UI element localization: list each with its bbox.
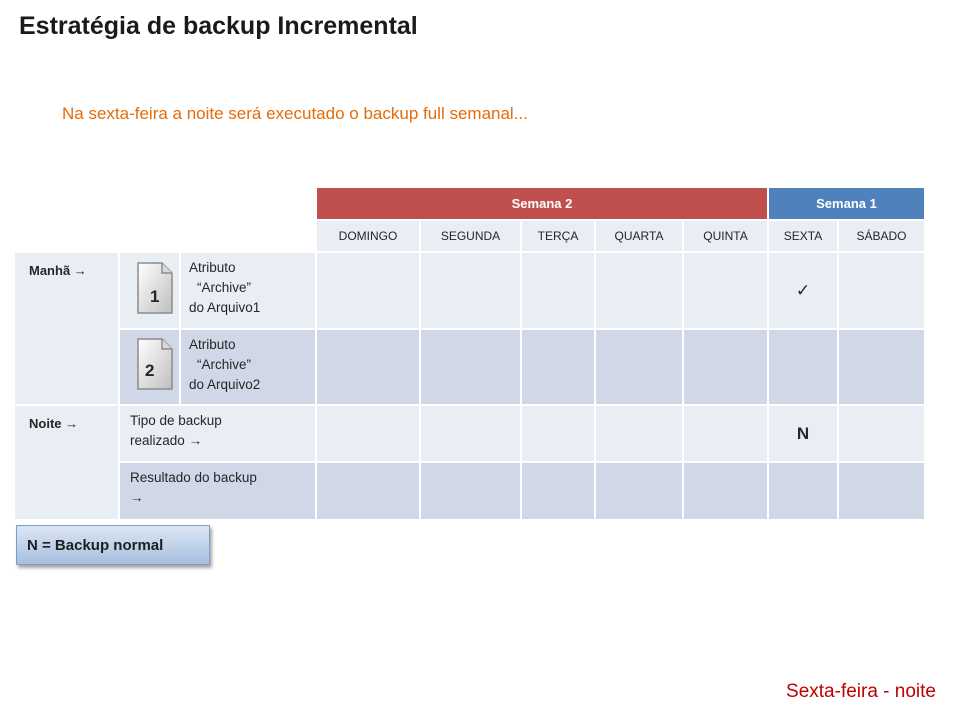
header-week-1: Semana 1 [768,187,925,220]
footer-caption: Sexta-feira - noite [786,681,936,702]
arrow-right-icon: → [73,263,87,278]
file2-number: 2 [145,361,155,380]
cell-file1-segunda [420,252,521,329]
file1-desc-line: Atributo [189,260,236,275]
cell-file2-segunda [420,329,521,405]
backup-result-label [119,462,316,520]
cell-result-quinta [683,462,768,520]
row-label-night [14,405,119,520]
file1-number: 1 [150,287,160,306]
cell-file1-sabado [838,252,925,329]
cell-file1-quinta [683,252,768,329]
file2-desc-line: “Archive” [197,357,252,372]
cell-file1-sexta [768,252,838,329]
cell-file2-sabado [838,329,925,405]
cell-type-sexta [768,405,838,462]
arrow-right-icon: → [65,416,79,431]
backup-type-line: realizado [130,433,185,448]
row-label-morning [14,252,119,405]
cell-result-sabado [838,462,925,520]
arrow-right-icon: → [188,433,203,448]
cell-type-terca [521,405,595,462]
backup-type-value: N [796,423,810,443]
cell-file2-quinta [683,329,768,405]
cell-file2-terca [521,329,595,405]
day-domingo: DOMINGO [316,220,420,252]
cell-file2-quarta [595,329,683,405]
page-title: Estratégia de backup Incremental [19,12,418,40]
cell-result-sexta [768,462,838,520]
cell-type-sabado [838,405,925,462]
cell-file1-domingo [316,252,420,329]
day-segunda: SEGUNDA [420,220,521,252]
day-sabado: SÁBADO [838,220,925,252]
night-label: Noite [29,416,62,431]
document-icon [134,336,176,392]
backup-result-line: Resultado do backup [130,470,257,485]
file1-desc-line: “Archive” [197,280,252,295]
day-quinta: QUINTA [683,220,768,252]
backup-type-line: Tipo de backup [130,413,222,428]
header-week-2: Semana 2 [316,187,768,220]
backup-type-label [119,405,316,462]
cell-result-quarta [595,462,683,520]
cell-result-domingo [316,462,420,520]
arrow-right-icon: → [130,490,144,505]
file2-desc-line: do Arquivo2 [189,377,261,392]
cell-type-domingo [316,405,420,462]
day-quarta: QUARTA [595,220,683,252]
cell-result-terca [521,462,595,520]
cell-type-quinta [683,405,768,462]
morning-label: Manhã [29,263,71,278]
file2-description [180,329,316,405]
day-sexta: SEXTA [768,220,838,252]
cell-file2-sexta [768,329,838,405]
cell-result-segunda [420,462,521,520]
checkmark-icon: ✓ [795,280,811,300]
file1-desc-line: do Arquivo1 [189,300,261,315]
day-terca: TERÇA [521,220,595,252]
file2-desc-line: Atributo [189,337,236,352]
cell-type-quarta [595,405,683,462]
file1-description [180,252,316,329]
cell-file1-terca [521,252,595,329]
cell-type-segunda [420,405,521,462]
cell-file2-domingo [316,329,420,405]
legend-box: N = Backup normal [16,525,210,565]
document-icon [134,260,176,316]
subtitle: Na sexta-feira a noite será executado o backup full semanal... [62,104,528,123]
cell-file1-quarta [595,252,683,329]
